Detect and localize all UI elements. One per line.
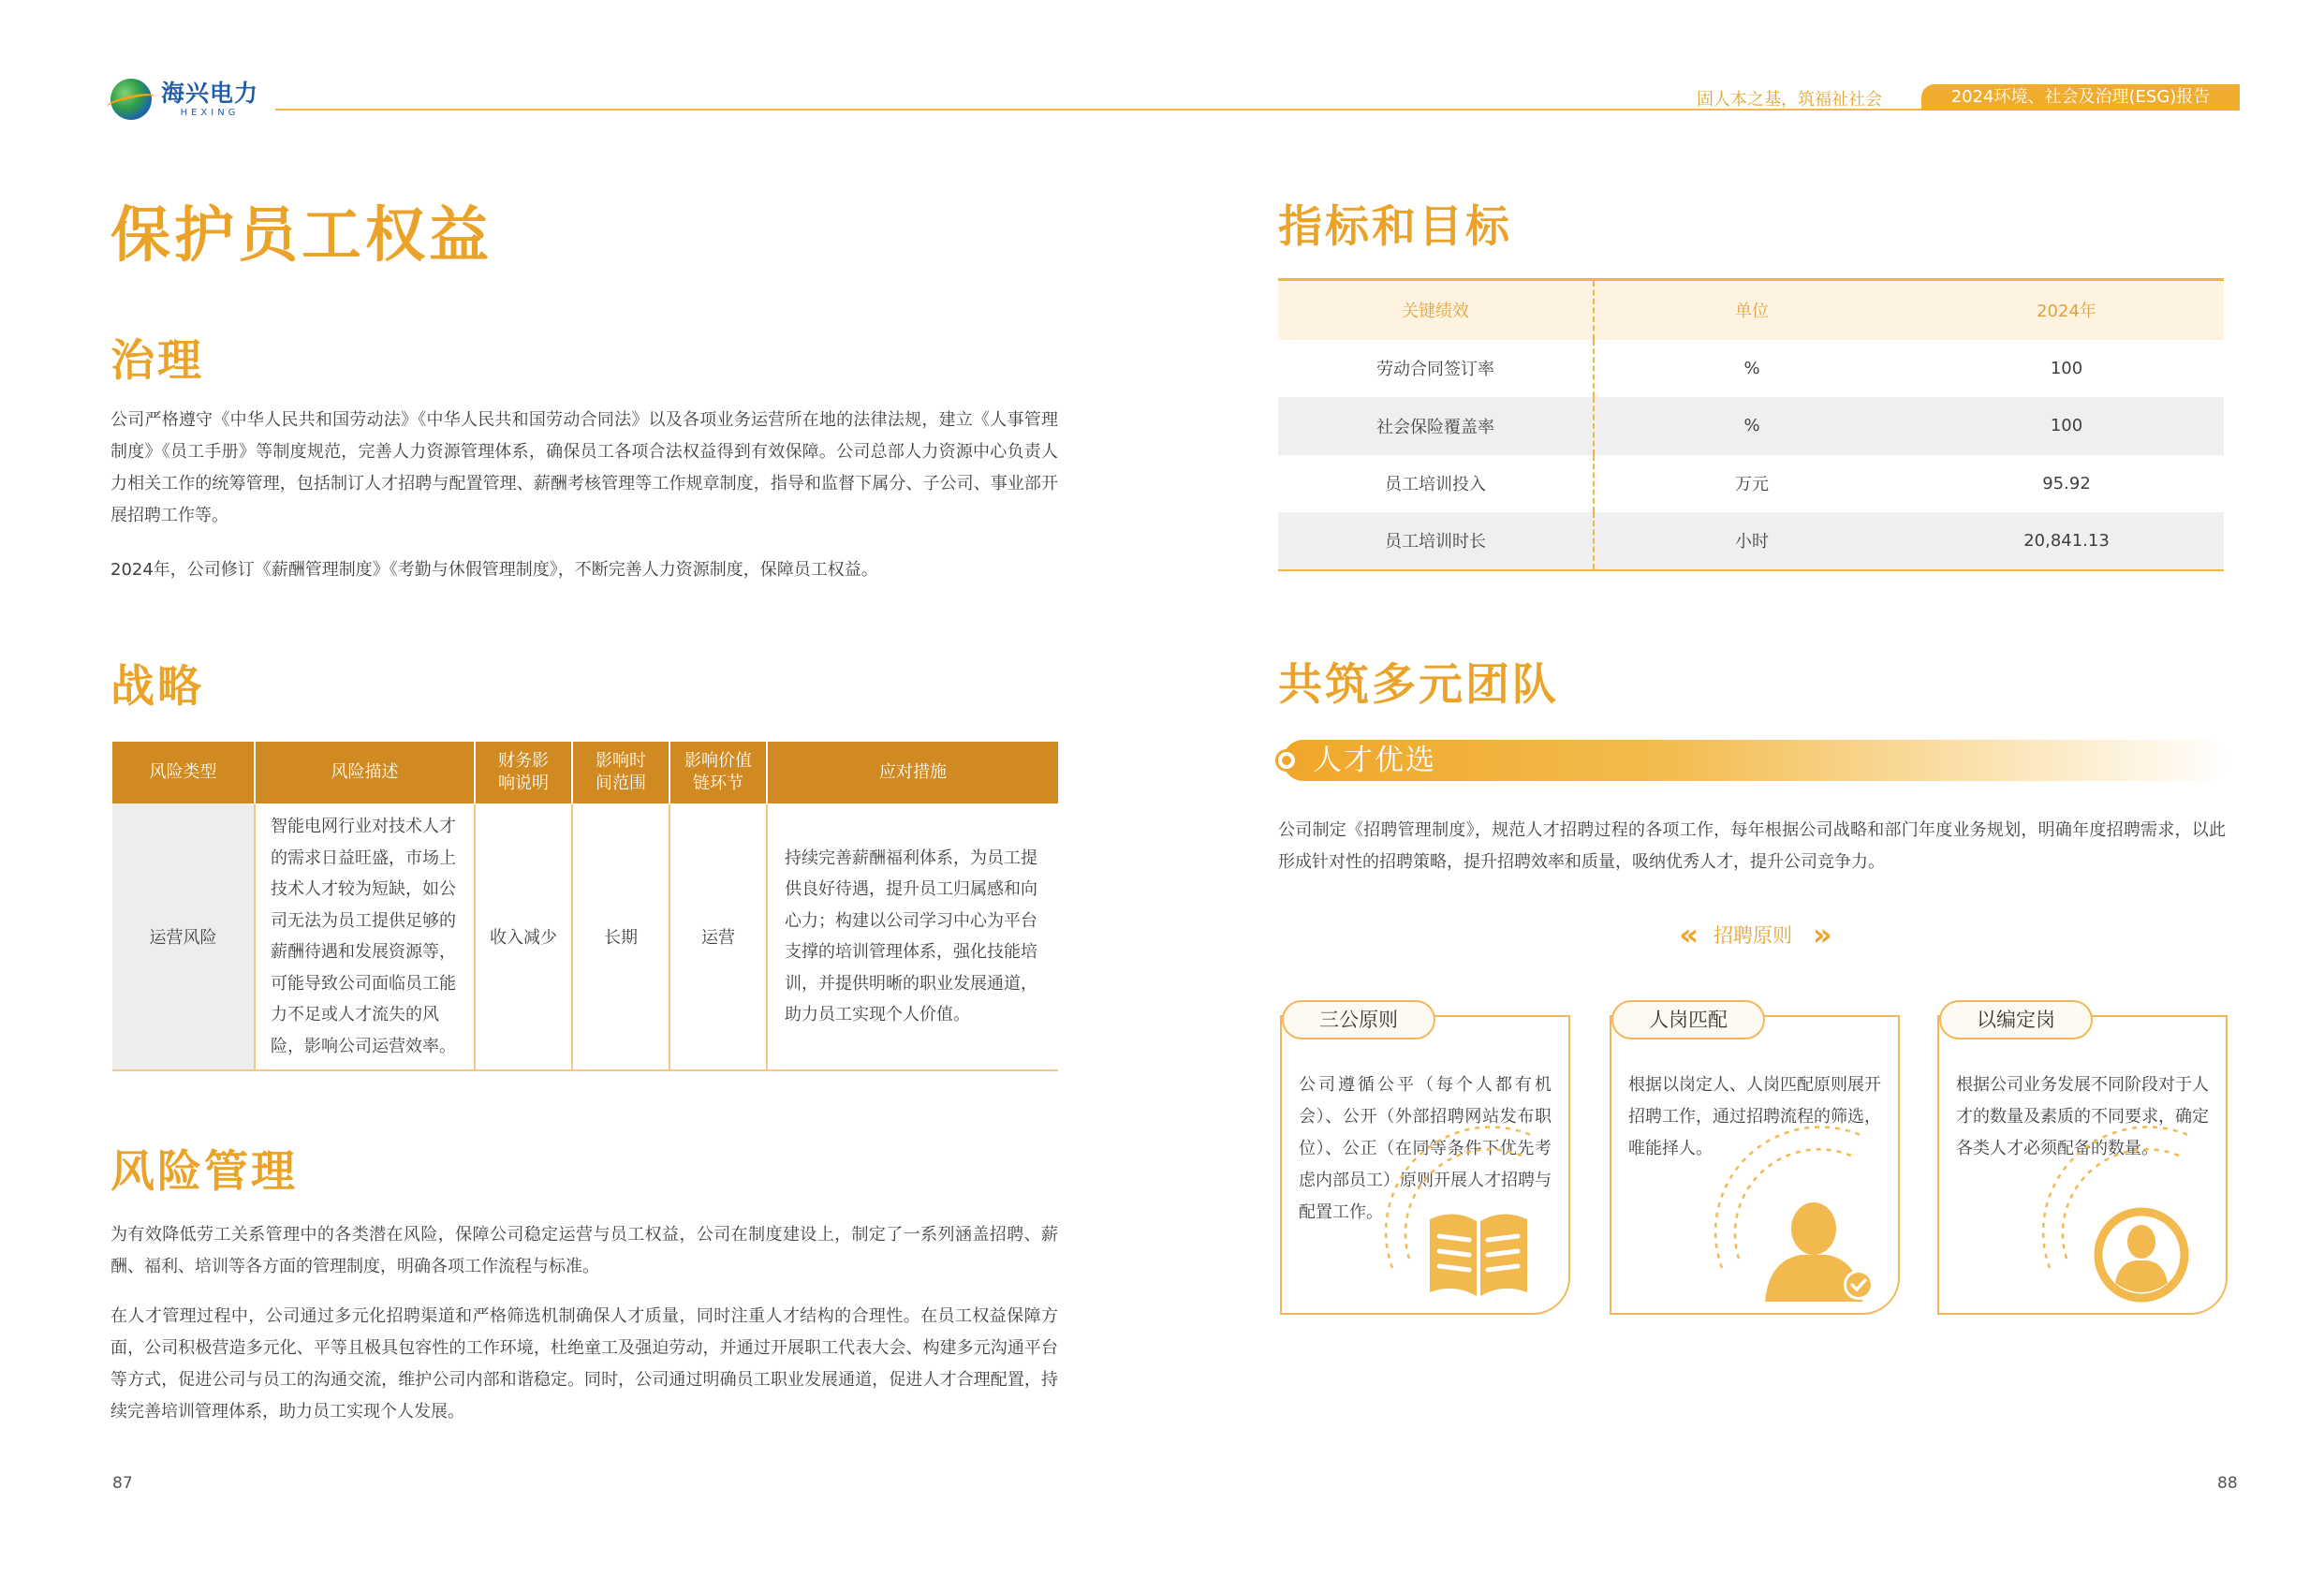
section-title-team: 共筑多元团队 — [1278, 659, 1559, 711]
cell-financial-impact: 收入减少 — [475, 803, 572, 1070]
governance-paragraph-2: 2024年，公司修订《薪酬管理制度》《考勤与休假管理制度》，不断完善人力资源制度，保障员工权益。 — [110, 560, 878, 580]
table-row — [1278, 397, 2224, 455]
kpi-name: 劳动合同签订率 — [1278, 340, 1594, 398]
subsection-title: 人才优选 — [1313, 744, 1436, 777]
table-header-row — [1278, 280, 2224, 340]
person-check-icon — [1711, 1118, 1889, 1305]
card-tag: 三公原则 — [1282, 1000, 1435, 1039]
header-measures: 应对措施 — [767, 742, 1058, 803]
table-row — [112, 803, 1058, 1070]
header-risk-description: 风险描述 — [255, 742, 475, 803]
section-title-indicators: 指标和目标 — [1278, 201, 1512, 253]
card-text: 公司遵循公平（每个人都有机会）、公开（外部招聘网站发布职位）、公正（在同等条件下优先考虑内部员工）原则开展人才招聘与配置工作。 — [1299, 1075, 1552, 1222]
cell-time-range: 长期 — [572, 803, 669, 1070]
kpi-name: 社会保险覆盖率 — [1278, 397, 1594, 455]
section-title-governance: 治理 — [110, 335, 204, 387]
section-title-strategy: 战略 — [110, 661, 204, 713]
risk-management-paragraph-2: 在人才管理过程中，公司通过多元化招聘渠道和严格筛选机制确保人才质量，同时注重人才结构的合理性。在员工权益保障方面，公司积极营造多元化、平等且极具包容性的工作环境，杜绝童工及强迫劳动，并通过开展职工代表大会、构建多元沟通平台等方式，促进公司与员工的沟通交流，维护公司内部和谐稳定。同时，公司通过明确员工职业发展通道，促进人才合理配置，持续完善培训管理体系，助力员工实现个人发展。 — [110, 1306, 1058, 1422]
page-number-left: 87 — [112, 1474, 133, 1493]
header-unit: 单位 — [1594, 280, 1909, 340]
banner-bullet-icon — [1275, 749, 1298, 772]
kpi-unit: % — [1743, 358, 1760, 378]
principle-heading — [1650, 918, 1856, 951]
header-risk-type: 风险类型 — [112, 742, 255, 803]
table-row — [1278, 455, 2224, 513]
principle-heading-text: 招聘原则 — [1714, 924, 1792, 947]
cell-value-chain: 运营 — [669, 803, 767, 1070]
principle-card-staffing — [1937, 1009, 2228, 1315]
table-row — [1278, 340, 2224, 398]
kpi-unit: 小时 — [1594, 512, 1909, 570]
cell-measures: 持续完善薪酬福利体系，为员工提供良好待遇，提升员工归属感和向心力；构建以公司学习中心为平台支撑的培训管理体系，强化技能培训，并提供明晰的职业发展通道，助力员工实现个人价值。 — [767, 803, 1058, 1070]
logo-name-cn: 海兴电力 — [161, 79, 259, 107]
table-row — [1278, 512, 2224, 570]
company-logo — [110, 79, 258, 120]
kpi-unit: % — [1594, 397, 1909, 455]
kpi-value: 100 — [1909, 397, 2224, 455]
governance-paragraph-1: 公司严格遵守《中华人民共和国劳动法》《中华人民共和国劳动合同法》以及各项业务运营所在地的法律法规，建立《人事管理制度》《员工手册》等制度规范，完善人力资源管理体系，确保员工各项合法权益得到有效保障。公司总部人力资源中心负责人力相关工作的统筹管理，包括制订人才招聘与配置管理、薪酬考核管理等工作规章制度，指导和监督下属分、子公司、事业部开展招聘工作等。 — [110, 410, 1058, 525]
card-tag: 人岗匹配 — [1611, 1000, 1765, 1039]
section-title-risk-management: 风险管理 — [110, 1146, 298, 1198]
header-kpi: 关键绩效 — [1278, 280, 1594, 340]
kpi-value: 95.92 — [2042, 473, 2091, 494]
table-header-row — [112, 742, 1058, 803]
report-title-badge: 2024环境、社会及治理(ESG)报告 — [1921, 84, 2240, 111]
double-chevron-left-icon: « — [1679, 917, 1693, 952]
header-slogan: 固人本之基，筑福祉社会 — [1697, 90, 1882, 110]
kpi-unit: 万元 — [1735, 475, 1769, 495]
risk-strategy-table — [112, 742, 1058, 1071]
risk-management-paragraph-1: 为有效降低劳工关系管理中的各类潜在风险，保障公司稳定运营与员工权益，公司在制度建设上，制定了一系列涵盖招聘、薪酬、福利、培训等各方面的管理制度，明确各项工作流程与标准。 — [110, 1225, 1058, 1276]
cell-risk-description: 智能电网行业对技术人才的需求日益旺盛，市场上技术人才较为短缺，如公司无法为员工提供足够的薪酬待遇和发展资源等，可能导致公司面临员工能力不足或人才流失的风险，影响公司运营效率。 — [255, 803, 475, 1070]
logo-name-en: HEXING — [180, 107, 240, 118]
header-time-range: 影响时间范围 — [572, 742, 669, 803]
team-paragraph: 公司制定《招聘管理制度》，规范人才招聘过程的各项工作，每年根据公司战略和部门年度业务规划，明确年度招聘需求，以此形成针对性的招聘策略，提升招聘效率和质量，吸纳优秀人才，提升公司竞争力。 — [1278, 820, 2226, 872]
header-financial-impact: 财务影响说明 — [475, 742, 572, 803]
kpi-value: 20,841.13 — [1909, 512, 2224, 570]
globe-logo-icon — [110, 79, 152, 120]
card-text: 根据以岗定人、人岗匹配原则展开招聘工作，通过招聘流程的筛选，唯能择人。 — [1628, 1075, 1881, 1158]
header-year: 2024年 — [1909, 280, 2224, 340]
principle-card-job-match — [1610, 1009, 1900, 1315]
kpi-name: 员工培训投入 — [1278, 455, 1594, 513]
page-number-right: 88 — [2217, 1474, 2238, 1493]
user-circle-icon — [2038, 1118, 2216, 1305]
double-chevron-right-icon: » — [1813, 917, 1827, 952]
cell-risk-type: 运营风险 — [112, 803, 255, 1070]
indicators-table — [1278, 278, 2224, 571]
card-text: 根据公司业务发展不同阶段对于人才的数量及素质的不同要求，确定各类人才必须配备的数量。 — [1956, 1075, 2209, 1158]
page-title: 保护员工权益 — [110, 201, 493, 271]
header-value-chain: 影响价值链环节 — [669, 742, 767, 803]
kpi-value: 100 — [2050, 358, 2083, 378]
kpi-name: 员工培训时长 — [1278, 512, 1594, 570]
principle-card-fairness — [1280, 1009, 1570, 1315]
book-icon — [1381, 1118, 1559, 1305]
card-tag: 以编定岗 — [1939, 1000, 2093, 1039]
